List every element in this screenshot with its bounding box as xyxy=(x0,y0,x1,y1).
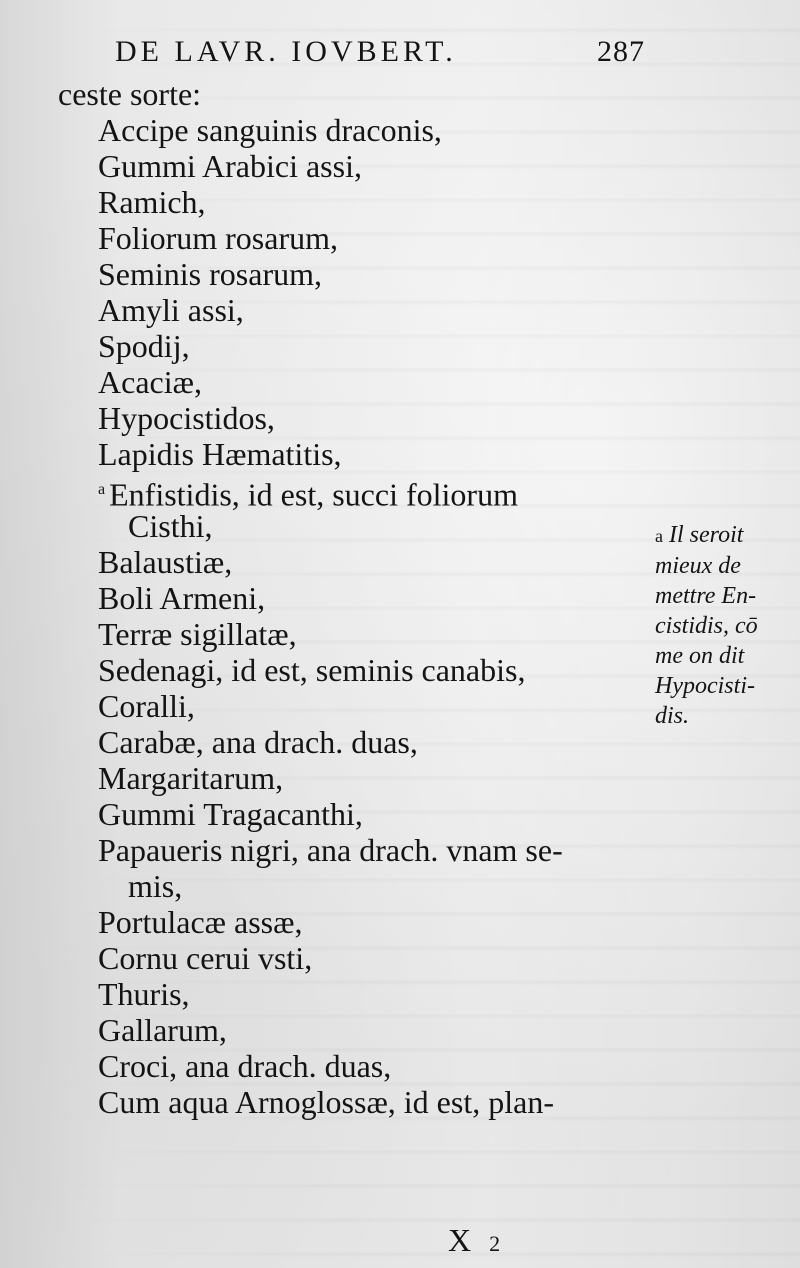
text-line: Cum aqua Arnoglossæ, id est, plan- xyxy=(98,1084,554,1120)
text-line: Gummi Arabici assi, xyxy=(98,148,362,184)
margin-note-line: cistidis, cō xyxy=(655,613,758,639)
text-line: Ramich, xyxy=(98,184,206,220)
text-line: Cisthi, xyxy=(128,508,213,544)
text-line: Portulacæ assæ, xyxy=(98,904,303,940)
text-line: Amyli assi, xyxy=(98,292,244,328)
margin-note-line: dis. xyxy=(655,703,690,729)
margin-note-line: a Il seroit xyxy=(655,522,744,548)
text-line-content: Enfistidis, id est, succi foliorum xyxy=(109,476,518,513)
text-line: Croci, ana drach. duas, xyxy=(98,1048,392,1084)
text-line: Balaustiæ, xyxy=(98,544,233,580)
signature-number: 2 xyxy=(489,1231,501,1256)
running-header xyxy=(115,35,655,75)
text-line: Foliorum rosarum, xyxy=(98,220,338,256)
text-line: Margaritarum, xyxy=(98,760,284,796)
text-line: Spodij, xyxy=(98,328,190,364)
text-line: Boli Armeni, xyxy=(98,580,266,616)
text-line: Cornu cerui vsti, xyxy=(98,940,313,976)
text-line: Coralli, xyxy=(98,688,195,724)
text-line: Lapidis Hæmatitis, xyxy=(98,436,342,472)
text-line: Seminis rosarum, xyxy=(98,256,322,292)
text-line: Accipe sanguinis draconis, xyxy=(98,112,442,148)
text-line: Acaciæ, xyxy=(98,364,202,400)
margin-reference-mark: a xyxy=(98,481,106,498)
text-line-with-ref xyxy=(58,472,658,513)
text-line: Terræ sigillatæ, xyxy=(98,616,297,652)
margin-note-line: me on dit xyxy=(655,643,745,669)
text-line: Hypocistidos, xyxy=(98,400,275,436)
text-line: Gummi Tragacanthi, xyxy=(98,796,363,832)
text-line: Gallarum, xyxy=(98,1012,227,1048)
margin-note xyxy=(655,520,795,731)
text-line: Sedenagi, id est, seminis canabis, xyxy=(98,652,526,688)
signature-letter: X xyxy=(448,1222,472,1258)
running-title: DE LAVR. IOVBERT. xyxy=(115,35,457,68)
margin-note-line: Hypocisti- xyxy=(655,673,755,699)
recipe-text xyxy=(58,76,658,1120)
signature-mark xyxy=(448,1222,568,1262)
text-line: Thuris, xyxy=(98,976,190,1012)
margin-note-line: mieux de xyxy=(655,553,741,579)
page-number: 287 xyxy=(597,35,645,68)
margin-note-line: mettre En- xyxy=(655,583,757,609)
text-line: mis, xyxy=(128,868,183,904)
text-line: Carabæ, ana drach. duas, xyxy=(98,724,418,760)
text-line: ceste sorte: xyxy=(58,76,202,112)
margin-note-letter: a xyxy=(655,526,663,546)
text-line: Papaueris nigri, ana drach. vnam se- xyxy=(98,832,563,868)
